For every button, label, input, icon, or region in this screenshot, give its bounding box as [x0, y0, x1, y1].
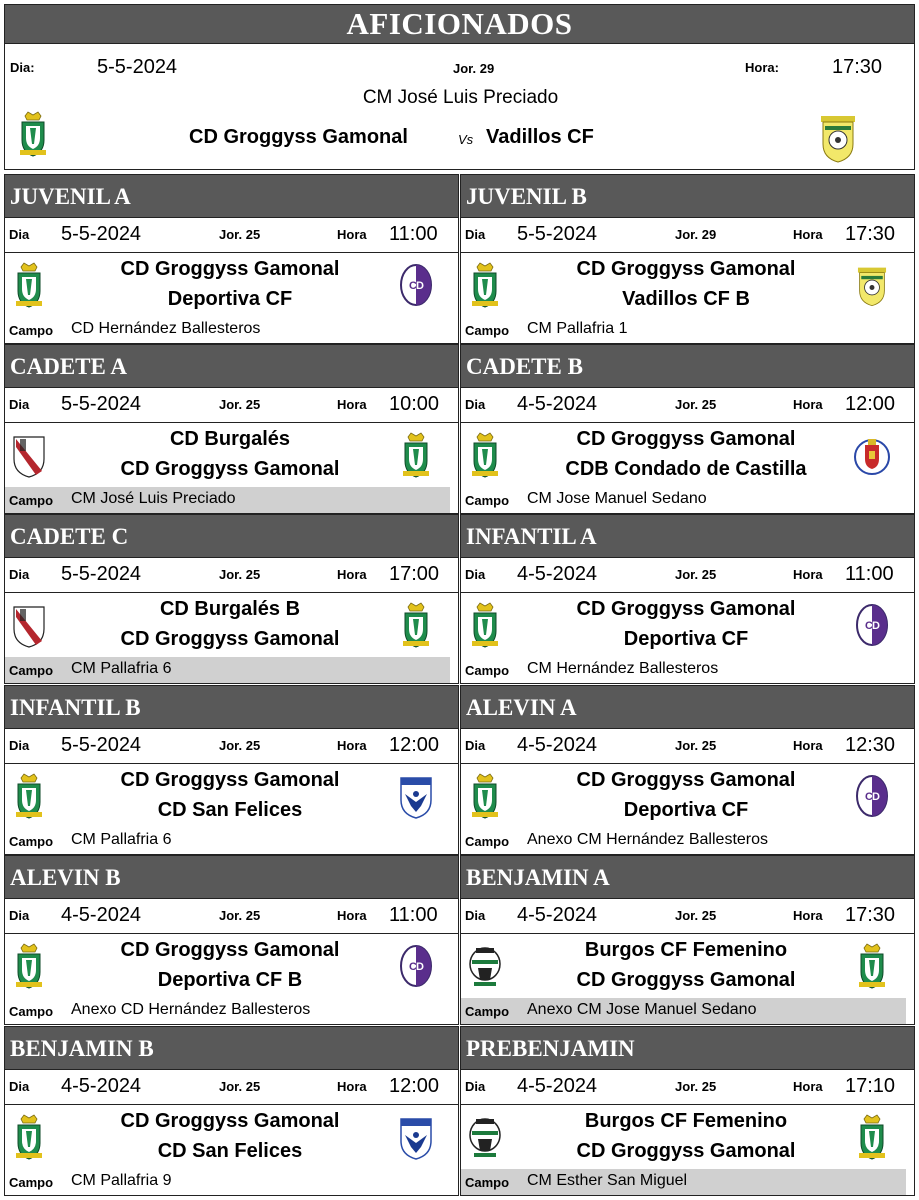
team-home: Burgos CF Femenino — [584, 1110, 788, 1132]
campo-row — [461, 317, 914, 344]
campo-value: CM Pallafria 6 — [71, 660, 172, 677]
team-home: CD Groggyss Gamonal — [576, 598, 796, 620]
teams-block — [5, 1105, 458, 1169]
campo-row — [461, 828, 914, 855]
match-time: 12:30 — [845, 734, 896, 756]
match-info-row — [5, 1070, 458, 1105]
match-card — [460, 174, 915, 344]
jornada: Jor. 29 — [453, 61, 495, 76]
burgoscf-crest-icon — [466, 942, 504, 990]
hora-label: Hora — [793, 567, 823, 582]
main-match-info — [4, 44, 915, 170]
gamonal-crest-icon — [10, 772, 48, 820]
campo-value: Anexo CD Hernández Ballesteros — [71, 1001, 311, 1018]
dia-label: Dia — [465, 738, 486, 753]
dia-label: Dia — [9, 567, 30, 582]
teams-block — [5, 423, 458, 487]
campo-label: Campo — [9, 834, 54, 849]
team-home: Burgos CF Femenino — [584, 939, 788, 961]
match-card — [4, 174, 459, 344]
campo-row — [5, 828, 458, 855]
teams-block — [461, 423, 914, 487]
deportiva-crest-icon — [853, 601, 891, 649]
gamonal-crest-icon — [14, 110, 52, 158]
team-away: CD San Felices — [157, 799, 303, 821]
svg-text:D: D — [416, 280, 424, 292]
campo-value: CM Pallafria 1 — [527, 320, 628, 337]
match-info-row — [461, 218, 914, 253]
dia-label: Dia — [9, 227, 30, 242]
category-title: CADETE A — [5, 345, 458, 388]
team-away: CD Groggyss Gamonal — [576, 1140, 796, 1162]
hora-label: Hora — [793, 738, 823, 753]
svg-text:C: C — [409, 961, 417, 973]
campo-label: Campo — [465, 663, 510, 678]
campo-row — [461, 657, 914, 684]
match-date: 5-5-2024 — [61, 563, 142, 585]
gamonal-crest-icon — [853, 942, 891, 990]
match-date: 4-5-2024 — [517, 393, 598, 415]
campo-label: Campo — [465, 323, 510, 338]
campo-row — [461, 998, 914, 1025]
jornada: Jor. 25 — [219, 908, 261, 923]
dia-label: Dia — [465, 227, 486, 242]
match-venue: CM José Luis Preciado — [362, 87, 559, 108]
hora-label: Hora — [793, 1079, 823, 1094]
vadillos-crest-icon — [853, 261, 891, 309]
svg-text:C: C — [865, 791, 873, 803]
vadillos-crest-icon — [815, 110, 861, 164]
campo-row — [461, 1169, 914, 1196]
campo-value: CM Esther San Miguel — [527, 1172, 688, 1189]
match-card — [4, 855, 459, 1025]
svg-text:C: C — [409, 280, 417, 292]
campo-label: Campo — [9, 1175, 54, 1190]
page-title: AFICIONADOS — [4, 4, 915, 44]
match-time: 17:30 — [845, 223, 896, 245]
match-info-row — [5, 558, 458, 593]
category-title: PREBENJAMIN — [461, 1027, 914, 1070]
match-card — [460, 514, 915, 684]
team-home: CD Burgalés B — [159, 598, 301, 620]
jornada: Jor. 25 — [675, 397, 717, 412]
gamonal-crest-icon — [466, 601, 504, 649]
teams-block — [5, 253, 458, 317]
match-info-row — [5, 729, 458, 764]
dia-label: Dia — [9, 738, 30, 753]
category-title: BENJAMIN B — [5, 1027, 458, 1070]
category-title: CADETE B — [461, 345, 914, 388]
gamonal-crest-icon — [466, 261, 504, 309]
match-time: 17:10 — [845, 1075, 896, 1097]
team-away: Deportiva CF B — [157, 969, 303, 991]
campo-value: CM Pallafria 9 — [71, 1172, 172, 1189]
match-time: 17:30 — [845, 904, 896, 926]
jornada: Jor. 29 — [675, 227, 717, 242]
team-away: CD Groggyss Gamonal — [120, 628, 340, 650]
match-date: 4-5-2024 — [517, 904, 598, 926]
campo-row — [5, 998, 458, 1025]
hora-label: Hora — [337, 397, 367, 412]
svg-text:D: D — [872, 620, 880, 632]
category-title: ALEVIN A — [461, 686, 914, 729]
match-card — [4, 685, 459, 855]
campo-value: CM José Luis Preciado — [71, 490, 236, 507]
dia-label: Dia — [465, 567, 486, 582]
dia-label: Dia — [465, 1079, 486, 1094]
campo-label: Campo — [465, 1175, 510, 1190]
away-team: Vadillos CF — [486, 126, 594, 148]
sanfelices-crest-icon — [397, 772, 435, 820]
match-date: 4-5-2024 — [61, 904, 142, 926]
campo-value: CM Hernández Ballesteros — [527, 660, 719, 677]
deportiva-crest-icon — [397, 942, 435, 990]
teams-block — [461, 934, 914, 998]
teams-block — [461, 1105, 914, 1169]
jornada: Jor. 25 — [675, 567, 717, 582]
campo-label: Campo — [465, 493, 510, 508]
teams-block — [461, 764, 914, 828]
category-title: JUVENIL A — [5, 175, 458, 218]
svg-text:D: D — [416, 961, 424, 973]
match-date: 5-5-2024 — [61, 223, 142, 245]
team-away: Deportiva CF — [167, 288, 293, 310]
svg-text:D: D — [872, 791, 880, 803]
gamonal-crest-icon — [853, 1113, 891, 1161]
match-date: 5-5-2024 — [97, 56, 178, 78]
match-time: 12:00 — [389, 1075, 440, 1097]
jornada: Jor. 25 — [675, 1079, 717, 1094]
teams-block — [5, 593, 458, 657]
team-away: CD Groggyss Gamonal — [120, 458, 340, 480]
team-away: Deportiva CF — [623, 628, 749, 650]
jornada: Jor. 25 — [219, 1079, 261, 1094]
match-time: 12:00 — [845, 393, 896, 415]
match-date: 5-5-2024 — [61, 734, 142, 756]
campo-label: Campo — [9, 663, 54, 678]
jornada: Jor. 25 — [219, 738, 261, 753]
gamonal-crest-icon — [10, 942, 48, 990]
dia-label: Dia — [9, 397, 30, 412]
hora-label: Hora — [337, 1079, 367, 1094]
match-date: 4-5-2024 — [61, 1075, 142, 1097]
match-info-row — [461, 558, 914, 593]
jornada: Jor. 25 — [219, 397, 261, 412]
team-home: CD Groggyss Gamonal — [120, 939, 340, 961]
campo-row — [5, 487, 458, 514]
category-title: JUVENIL B — [461, 175, 914, 218]
burgales-crest-icon — [10, 431, 48, 479]
gamonal-crest-icon — [10, 1113, 48, 1161]
match-card — [460, 1026, 915, 1196]
gamonal-crest-icon — [397, 431, 435, 479]
hora-label: Hora — [793, 397, 823, 412]
dia-label: Dia — [9, 1079, 30, 1094]
match-time: 12:00 — [389, 734, 440, 756]
jornada: Jor. 25 — [675, 908, 717, 923]
match-time: 10:00 — [389, 393, 440, 415]
dia-label: Dia — [465, 397, 486, 412]
match-date: 5-5-2024 — [517, 223, 598, 245]
campo-value: Anexo CM Hernández Ballesteros — [527, 831, 769, 848]
team-away: CDB Condado de Castilla — [565, 458, 807, 480]
match-time: 17:30 — [832, 56, 883, 78]
hora-label: Hora — [793, 908, 823, 923]
match-card — [460, 344, 915, 514]
match-card — [4, 344, 459, 514]
match-info-row — [461, 729, 914, 764]
teams-block — [461, 593, 914, 657]
dia-label: Dia: — [10, 60, 35, 75]
burgales-crest-icon — [10, 601, 48, 649]
match-date: 4-5-2024 — [517, 1075, 598, 1097]
hora-label: Hora — [337, 227, 367, 242]
match-time: 11:00 — [389, 223, 438, 245]
match-card — [4, 514, 459, 684]
dia-label: Dia — [465, 908, 486, 923]
category-title: CADETE C — [5, 515, 458, 558]
sanfelices-crest-icon — [397, 1113, 435, 1161]
team-home: CD Groggyss Gamonal — [576, 258, 796, 280]
match-date: 5-5-2024 — [61, 393, 142, 415]
hora-label: Hora: — [745, 60, 779, 75]
campo-label: Campo — [9, 1004, 54, 1019]
campo-value: CM Pallafria 6 — [71, 831, 172, 848]
team-home: CD Burgalés — [169, 428, 291, 450]
category-title: BENJAMIN A — [461, 856, 914, 899]
campo-value: Anexo CM Jose Manuel Sedano — [527, 1001, 757, 1018]
campo-row — [461, 487, 914, 514]
team-away: Deportiva CF — [623, 799, 749, 821]
gamonal-crest-icon — [397, 601, 435, 649]
team-home: CD Groggyss Gamonal — [120, 769, 340, 791]
match-time: 11:00 — [845, 563, 894, 585]
teams-block — [5, 934, 458, 998]
teams-block — [5, 764, 458, 828]
campo-label: Campo — [465, 1004, 510, 1019]
match-info-row — [461, 1070, 914, 1105]
campo-value: CD Hernández Ballesteros — [71, 320, 261, 337]
deportiva-crest-icon — [853, 772, 891, 820]
match-info-row — [461, 899, 914, 934]
team-home: CD Groggyss Gamonal — [120, 258, 340, 280]
jornada: Jor. 25 — [675, 738, 717, 753]
match-time: 11:00 — [389, 904, 438, 926]
team-away: CD Groggyss Gamonal — [576, 969, 796, 991]
team-home: CD Groggyss Gamonal — [576, 428, 796, 450]
campo-label: Campo — [465, 834, 510, 849]
match-info-row — [461, 388, 914, 423]
team-home: CD Groggyss Gamonal — [576, 769, 796, 791]
team-home: CD Groggyss Gamonal — [120, 1110, 340, 1132]
match-info-row — [5, 218, 458, 253]
hora-label: Hora — [337, 908, 367, 923]
teams-block — [461, 253, 914, 317]
hora-label: Hora — [337, 567, 367, 582]
match-date: 4-5-2024 — [517, 563, 598, 585]
home-team: CD Groggyss Gamonal — [189, 126, 408, 148]
gamonal-crest-icon — [466, 431, 504, 479]
match-time: 17:00 — [389, 563, 440, 585]
jornada: Jor. 25 — [219, 227, 261, 242]
hora-label: Hora — [793, 227, 823, 242]
campo-row — [5, 317, 458, 344]
vs-label: Vs — [458, 132, 474, 147]
campo-label: Campo — [9, 493, 54, 508]
dia-label: Dia — [9, 908, 30, 923]
match-card — [460, 855, 915, 1025]
svg-text:C: C — [865, 620, 873, 632]
campo-label: Campo — [9, 323, 54, 338]
match-card — [4, 1026, 459, 1196]
jornada: Jor. 25 — [219, 567, 261, 582]
hora-label: Hora — [337, 738, 367, 753]
team-away: CD San Felices — [157, 1140, 303, 1162]
campo-value: CM Jose Manuel Sedano — [527, 490, 707, 507]
category-title: INFANTIL B — [5, 686, 458, 729]
condado-crest-icon — [853, 431, 891, 479]
category-title: INFANTIL A — [461, 515, 914, 558]
team-away: Vadillos CF B — [622, 288, 750, 310]
match-card — [460, 685, 915, 855]
category-title: ALEVIN B — [5, 856, 458, 899]
match-date: 4-5-2024 — [517, 734, 598, 756]
gamonal-crest-icon — [10, 261, 48, 309]
deportiva-crest-icon — [397, 261, 435, 309]
gamonal-crest-icon — [466, 772, 504, 820]
burgoscf-crest-icon — [466, 1113, 504, 1161]
match-info-row — [5, 388, 458, 423]
campo-row — [5, 657, 458, 684]
match-info-row — [5, 899, 458, 934]
campo-row — [5, 1169, 458, 1196]
